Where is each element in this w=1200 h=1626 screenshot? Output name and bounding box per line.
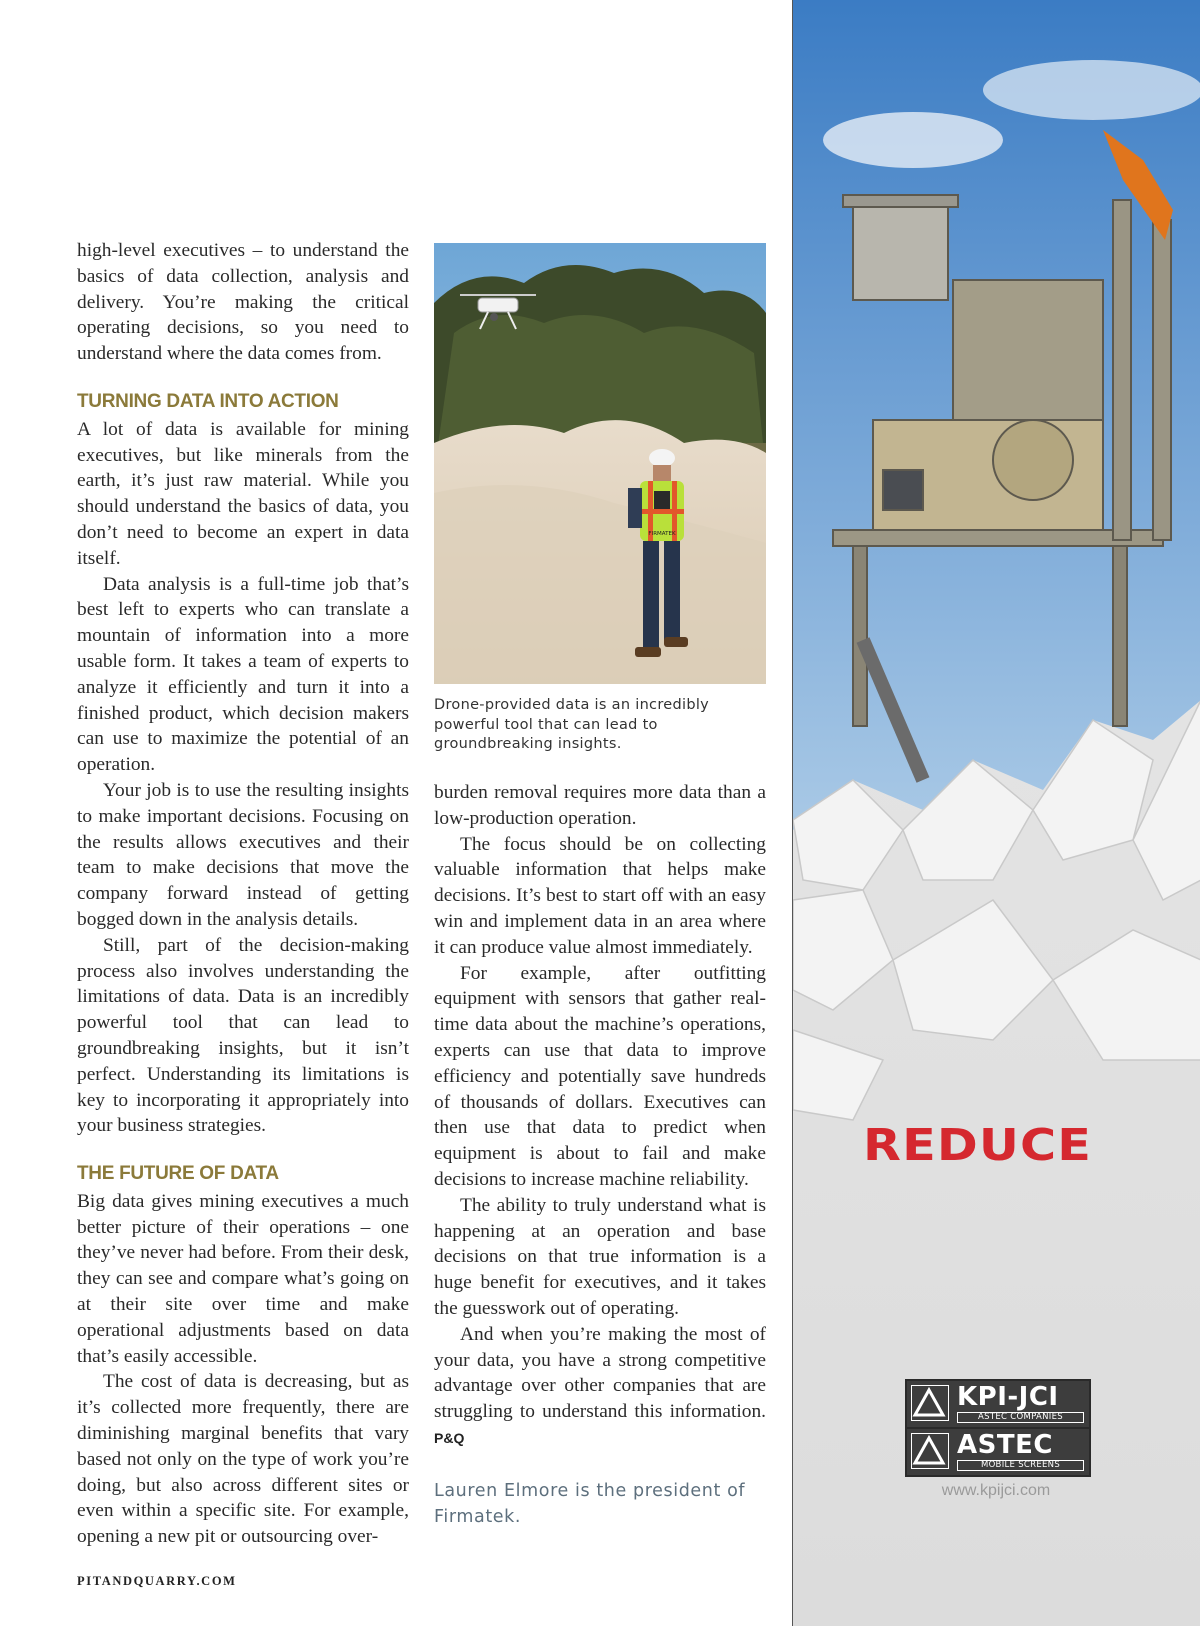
astec-logo xyxy=(905,1427,1091,1477)
footer-site-name: PITANDQUARRY.COM xyxy=(77,1574,237,1588)
astec-mark-icon xyxy=(911,1433,949,1469)
drone-photo xyxy=(434,243,766,684)
logo-name: ASTEC xyxy=(957,1430,1053,1460)
logo-subtitle: ASTEC COMPANIES xyxy=(957,1412,1084,1423)
advertisement xyxy=(792,0,1200,1626)
logo-subtitle: MOBILE SCREENS xyxy=(957,1460,1084,1471)
paragraph: The ability to truly understand what is happening at an operation and base decisions on that true information is a huge benefit for executives, and it takes the guesswork out of operating. xyxy=(434,1194,766,1319)
section-heading: TURNING DATA INTO ACTION xyxy=(77,390,339,412)
article-right-column xyxy=(434,780,766,1452)
paragraph: Data analysis is a full-time job that’s best left to experts who can translate a mountain of information into a more usable form. It takes a team of experts to analyze it efficiently and turn it into a finished product, which decision makers can use to maximize the potential of an operation. xyxy=(77,573,409,776)
paragraph: burden removal requires more data than a low-production operation. xyxy=(434,782,766,829)
paragraph: For example, after outfitting equipment with sensors that gather real-time data about the machine’s operations, experts can use that data to improve efficiency and potentially save hundreds of thousands of dollars. Executives can then use that data to predict when equipment is about to fail and make decisions to increase machine reliability. xyxy=(434,962,766,1190)
paragraph: Still, part of the decision-making process also involves understanding the limitations of data. Data is an incredibly powerful tool that can lead to groundbreaking insights, but it isn’t perfect. Understanding its limitations is key to incorporating it appropriately into your business strategies. xyxy=(77,934,409,1137)
kpi-mark-icon xyxy=(911,1385,949,1421)
paragraph: The cost of data is decreasing, but as it’s collected more frequently, there are diminishing marginal benefits that vary based not only on the type of work you’re doing, but also across different sites or even within a specific site. For example, opening a new pit or outsourcing over- xyxy=(77,1371,409,1548)
end-mark: P&Q xyxy=(434,1429,465,1446)
kpi-jci-logo xyxy=(905,1379,1091,1429)
paragraph: high-level executives – to understand the basics of data collection, analysis and delivery. You’re making the critical operating decisions, so you need to understand where the data comes from. xyxy=(77,240,409,365)
paragraph: Your job is to use the resulting insights to make important decisions. Focusing on the results allows executives and their team to make decisions that move the company forward instead of getting bogged down in the analysis details. xyxy=(77,779,409,930)
logo-name: KPI-JCI xyxy=(957,1382,1059,1412)
vest-text: FIRMATEK xyxy=(648,531,676,537)
section-heading: THE FUTURE OF DATA xyxy=(77,1163,279,1185)
author-byline: Lauren Elmore is the president of Firmatek. xyxy=(434,1481,746,1527)
ad-headline: REDUCE xyxy=(863,1120,1093,1171)
article-left-column xyxy=(77,238,409,1550)
ad-url[interactable]: www.kpijci.com xyxy=(941,1482,1051,1499)
paragraph: A lot of data is available for mining executives, but like minerals from the earth, it’s just raw material. While you should understand the basics of data, you don’t need to become an expert in data itself. xyxy=(77,418,409,569)
paragraph: The focus should be on collecting valuable information that helps make decisions. It’s best to start off with an easy win and implement data in an area where it can produce value almost immediately. xyxy=(434,833,766,958)
drone-photo-illustration xyxy=(434,243,766,684)
paragraph: Big data gives mining executives a much better picture of their operations – one they’ve never had before. From their desk, they can see and compare what’s going on at their site over time and make operational adjustments based on data that’s easily accessible. xyxy=(77,1190,409,1367)
photo-caption: Drone-provided data is an incredibly powerful tool that can lead to groundbreaking insights. xyxy=(434,697,710,752)
paragraph-text: And when you’re making the most of your data, you have a strong competitive advantage over other companies that are struggling to understand this information. xyxy=(434,1323,766,1423)
paragraph xyxy=(434,1322,766,1452)
